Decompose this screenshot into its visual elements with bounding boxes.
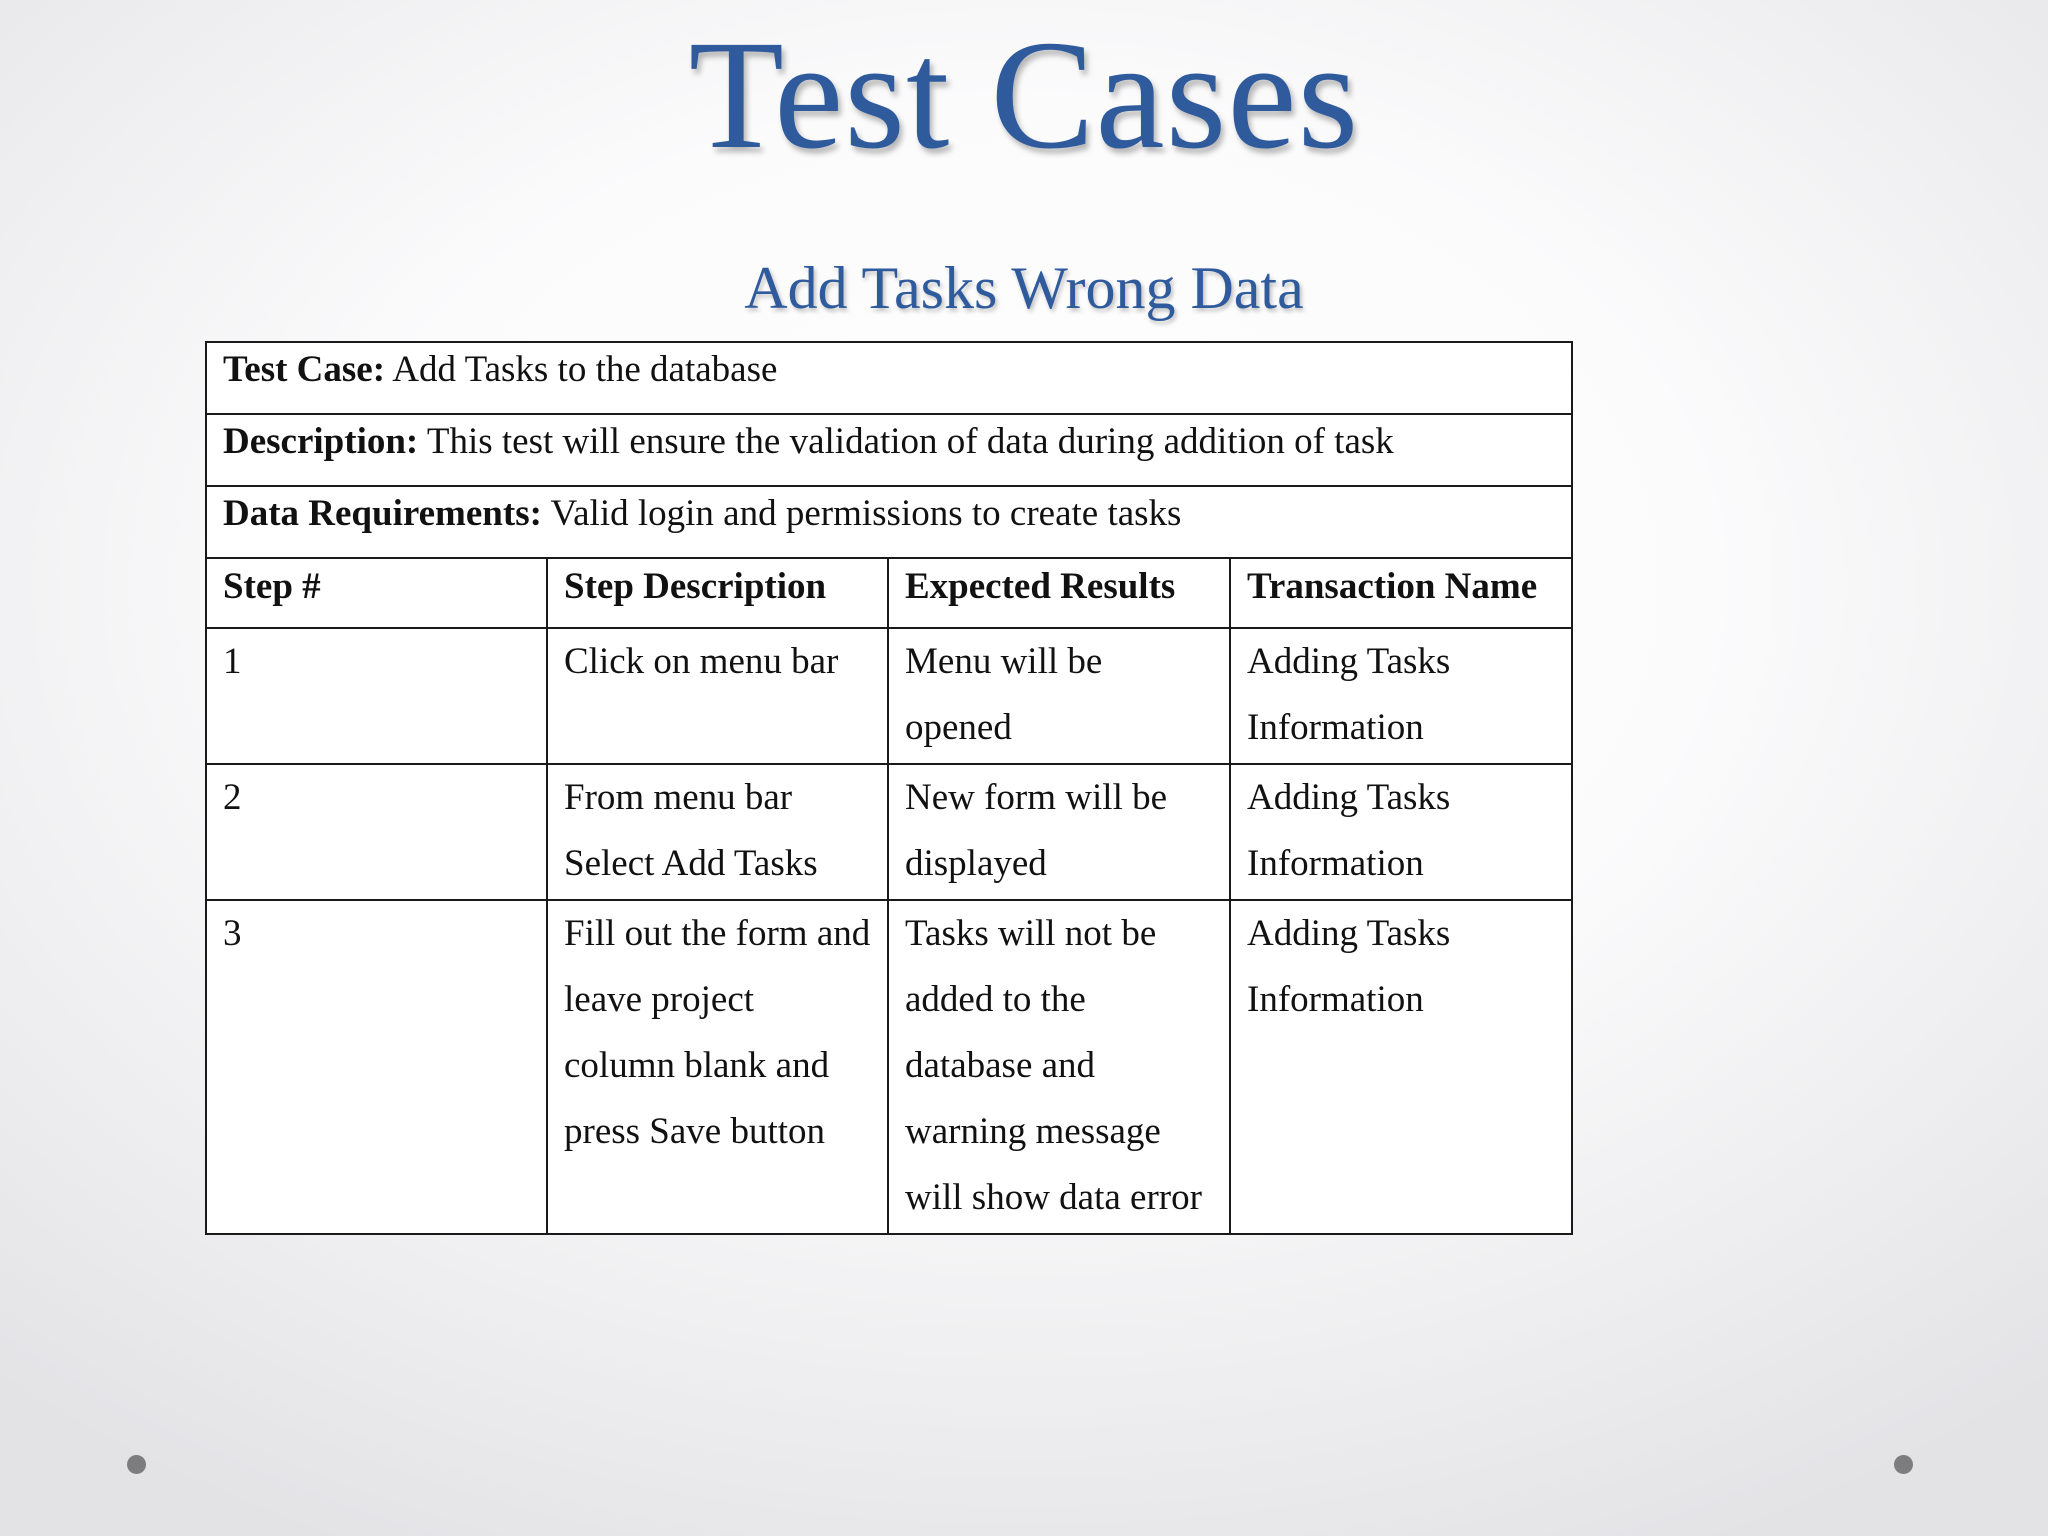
- step-number-cell: 2: [206, 764, 547, 900]
- table-row: [206, 900, 1572, 1234]
- table-row: [206, 764, 1572, 900]
- header-expected-results: Expected Results: [888, 558, 1230, 628]
- step-description-cell: From menu bar Select Add Tasks: [547, 764, 888, 900]
- table-header-row: [206, 558, 1572, 628]
- data-requirements-label: Data Requirements:: [223, 493, 542, 534]
- slide-title: Test Cases: [688, 8, 1360, 181]
- transaction-name-cell: Adding Tasks Information: [1230, 764, 1572, 900]
- slide-subtitle: Add Tasks Wrong Data: [744, 255, 1304, 321]
- description-cell: [206, 414, 1572, 486]
- test-case-table: [205, 341, 1573, 1235]
- bullet-dot-left: [127, 1455, 146, 1474]
- expected-results-cell: Menu will be opened: [888, 628, 1230, 764]
- data-requirements-value: Valid login and permissions to create tasks: [550, 493, 1182, 534]
- test-case-cell: [206, 342, 1572, 414]
- expected-results-cell: Tasks will not be added to the database and warning message will show data error: [888, 900, 1230, 1234]
- header-step-number: Step #: [206, 558, 547, 628]
- step-number-cell: 1: [206, 628, 547, 764]
- transaction-name-cell: Adding Tasks Information: [1230, 900, 1572, 1234]
- test-case-value: Add Tasks to the database: [392, 349, 778, 390]
- step-description-cell: Click on menu bar: [547, 628, 888, 764]
- expected-results-cell: New form will be displayed: [888, 764, 1230, 900]
- table-row: [206, 628, 1572, 764]
- description-value: This test will ensure the validation of data during addition of task: [426, 421, 1394, 462]
- step-description-cell: Fill out the form and leave project column blank and press Save button: [547, 900, 888, 1234]
- test-case-row: [206, 342, 1572, 414]
- description-label: Description:: [223, 421, 419, 462]
- data-requirements-cell: [206, 486, 1572, 558]
- bullet-dot-right: [1894, 1455, 1913, 1474]
- transaction-name-cell: Adding Tasks Information: [1230, 628, 1572, 764]
- test-case-label: Test Case:: [223, 349, 386, 390]
- step-number-cell: 3: [206, 900, 547, 1234]
- data-requirements-row: [206, 486, 1572, 558]
- header-step-description: Step Description: [547, 558, 888, 628]
- description-row: [206, 414, 1572, 486]
- header-transaction-name: Transaction Name: [1230, 558, 1572, 628]
